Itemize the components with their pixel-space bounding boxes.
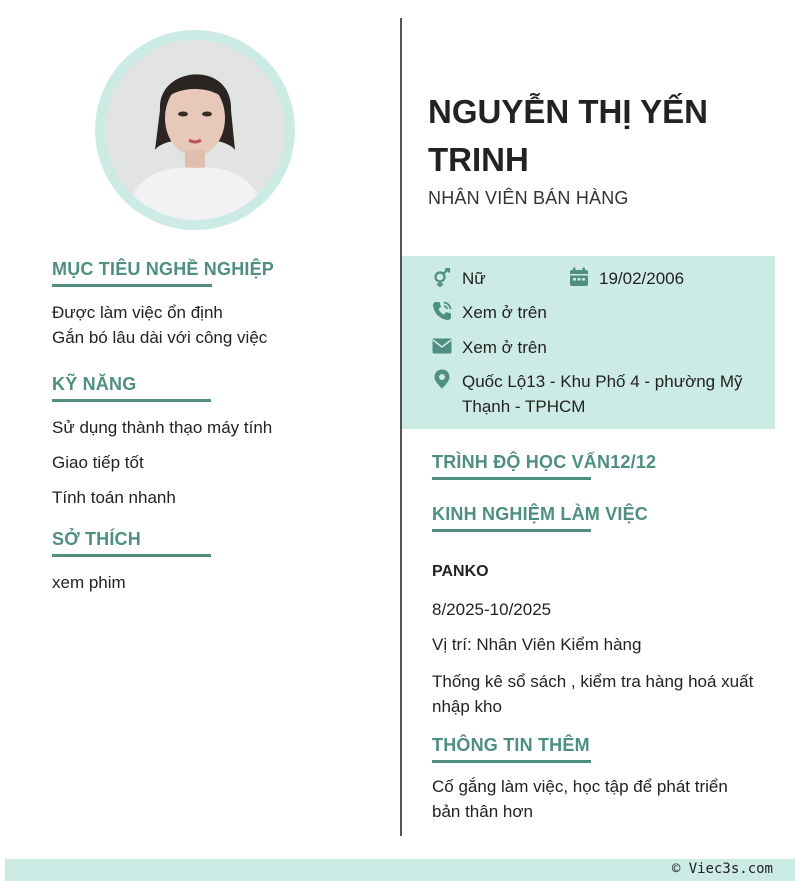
education-section-title <box>432 452 657 480</box>
objective-section-title <box>52 259 275 287</box>
education-title-text: TRÌNH ĐỘ HỌC VẤN <box>432 452 611 472</box>
objective-line: Được làm việc ổn định <box>52 303 223 322</box>
objective-title-underline <box>52 284 212 287</box>
additional-text: Cố gắng làm việc, học tập để phát triển bản thân hơn <box>432 777 728 821</box>
email-value: Xem ở trên <box>462 338 547 357</box>
footer-bar <box>5 859 795 881</box>
objective-title-text: MỤC TIÊU NGHỀ NGHIỆP <box>52 259 275 279</box>
additional-section-title <box>432 735 591 763</box>
skill-item: Tính toán nhanh <box>52 488 176 507</box>
experience-title-underline <box>432 529 591 532</box>
education-value: 12/12 <box>610 452 657 472</box>
hobby-item: xem phim <box>52 573 126 592</box>
skill-item: Giao tiếp tốt <box>52 453 144 472</box>
additional-title-text: THÔNG TIN THÊM <box>432 735 590 755</box>
hobbies-title-text: SỞ THÍCH <box>52 529 141 549</box>
experience-section-title <box>432 504 649 532</box>
skill-item: Sử dụng thành thạo máy tính <box>52 418 273 437</box>
calendar-icon <box>569 267 589 287</box>
skills-section-title <box>52 374 211 402</box>
education-title-underline <box>432 477 591 480</box>
work-period: 8/2025-10/2025 <box>432 600 552 619</box>
phone-icon <box>432 301 452 321</box>
address-value: Quốc Lộ13 - Khu Phố 4 - phường Mỹ Thạnh - TPHCM <box>462 372 743 416</box>
company-name: PANKO <box>432 563 489 580</box>
additional-title-underline <box>432 760 591 763</box>
birth-date-value: 19/02/2006 <box>599 269 685 288</box>
job-title: NHÂN VIÊN BÁN HÀNG <box>428 188 629 208</box>
avatar <box>95 30 295 230</box>
gender-value: Nữ <box>462 269 486 288</box>
profile-photo <box>105 40 285 220</box>
work-description: Thống kê sổ sách , kiểm tra hàng hoá xuất nhập kho <box>432 672 754 716</box>
footer-credit: © Viec3s.com <box>671 861 773 877</box>
experience-title-text: KINH NGHIỆM LÀM VIỆC <box>432 504 649 524</box>
email-icon <box>432 336 452 356</box>
location-icon <box>432 369 452 389</box>
skills-title-text: KỸ NĂNG <box>52 374 137 394</box>
gender-icon <box>432 268 452 288</box>
hobbies-title-underline <box>52 554 211 557</box>
phone-value: Xem ở trên <box>462 303 547 322</box>
hobbies-section-title <box>52 529 211 557</box>
education-title-row <box>432 452 656 472</box>
objective-line: Gắn bó lâu dài với công việc <box>52 328 268 347</box>
skills-title-underline <box>52 399 211 402</box>
work-position: Vị trí: Nhân Viên Kiểm hàng <box>432 635 642 654</box>
candidate-name: NGUYỄN THỊ YẾN TRINH <box>428 93 708 178</box>
